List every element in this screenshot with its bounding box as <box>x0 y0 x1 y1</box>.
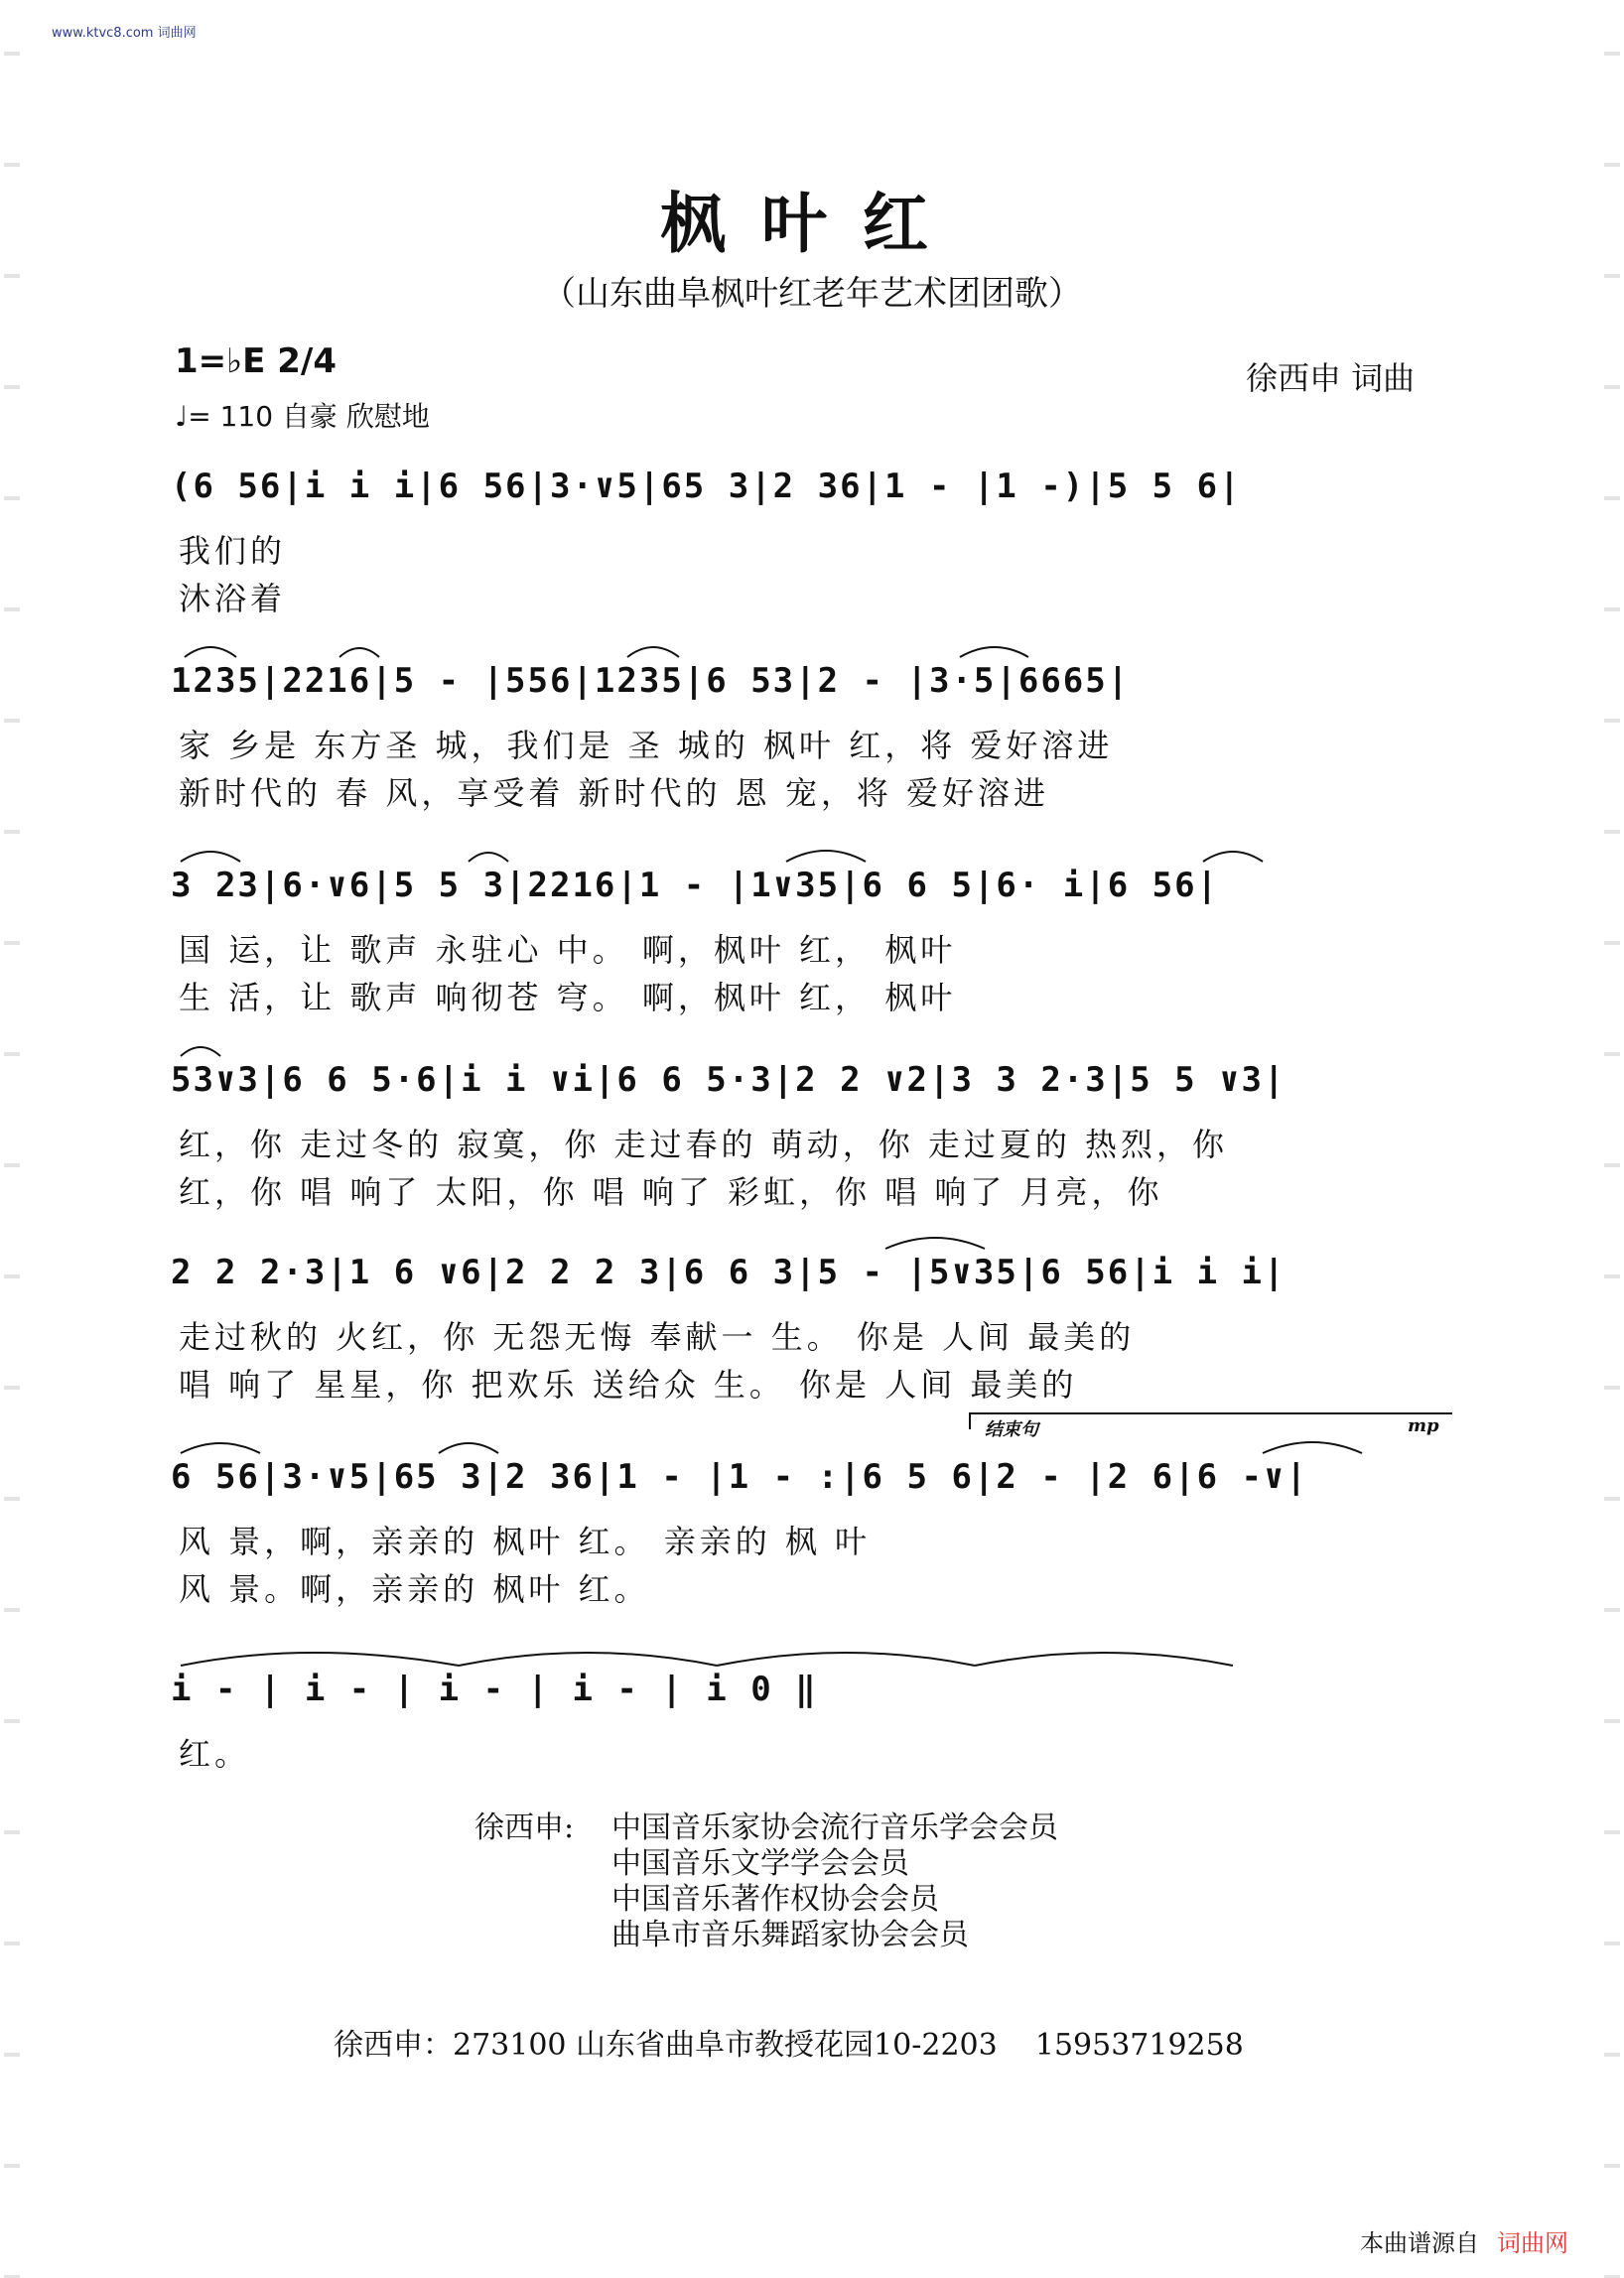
dynamic-marking: mp <box>1408 1415 1439 1436</box>
key-label: 1=♭E <box>175 341 266 381</box>
lyrics-verse-2: 红，你 唱 响了 太阳，你 唱 响了 彩虹，你 唱 响了 月亮，你 <box>179 1173 1163 1211</box>
tempo-marking: ♩= 110 自豪 欣慰地 <box>175 400 430 433</box>
notation-line: (6 56|i i i|6 56|3·∨5|65 3|2 36|1 - |1 -)|5 5 6| <box>171 467 1242 506</box>
notation-line: 1235|2216|5 - |556|1235|6 53|2 - |3·5|6665| <box>171 661 1131 701</box>
slur-marks <box>171 1223 1461 1253</box>
contact-address: 徐西申：273100 山东省曲阜市教授花园10-2203 15953719258 <box>334 2028 1244 2063</box>
source-label: 本曲谱源自 <box>1360 2229 1479 2257</box>
lyrics-verse-2: 沐浴着 <box>179 580 287 617</box>
lyrics-verse-2: 唱 响了 星星，你 把欢乐 送给众 生。 你是 人间 最美的 <box>179 1366 1078 1404</box>
notation-line: 2 2 2·3|1 6 ∨6|2 2 2 3|6 6 3|5 - |5∨35|6 56|i i i| <box>171 1253 1286 1292</box>
membership-line: 中国音乐家协会流行音乐学会会员 <box>611 1810 1058 1845</box>
notation-line: 53∨3|6 6 5·6|i i ∨i|6 6 5·3|2 2 ∨2|3 3 2·3|5 5 ∨3| <box>171 1060 1286 1100</box>
author-name: 徐西申: <box>474 1810 575 1845</box>
notation-line: i - | i - | i - | i - | i 0 ‖ <box>171 1670 818 1709</box>
notation-line: 6 56|3·∨5|65 3|2 36|1 - |1 - :|6 5 6|2 - |2 6|6 -∨| <box>171 1457 1308 1497</box>
membership-line: 中国音乐文学学会会员 <box>611 1846 909 1881</box>
lyrics-verse-2: 风 景。啊，亲亲的 枫叶 红。 <box>179 1570 650 1608</box>
composer-credit: 徐西申 词曲 <box>1246 359 1416 397</box>
right-watermark-strip <box>1604 0 1620 2278</box>
lyrics-verse-1: 家 乡是 东方圣 城，我们是 圣 城的 枫叶 红，将 爱好溶进 <box>179 727 1114 764</box>
song-title: 枫叶红 <box>660 185 964 262</box>
lyrics-verse-1: 风 景，啊，亲亲的 枫叶 红。 亲亲的 枫 叶 <box>179 1523 872 1560</box>
source-site-link[interactable]: 词曲网 <box>1497 2229 1568 2257</box>
membership-line: 曲阜市音乐舞蹈家协会会员 <box>611 1918 969 1952</box>
slur-marks <box>171 1427 1461 1457</box>
lyrics-verse-1: 国 运，让 歌声 永驻心 中。 啊，枫叶 红， 枫叶 <box>179 931 957 969</box>
notation-line: 3 23|6·∨6|5 5 3|2216|1 - |1∨35|6 6 5|6· i|6 56| <box>171 866 1220 905</box>
slur-marks <box>171 1030 1461 1060</box>
lyrics-verse-2: 生 活，让 歌声 响彻苍 穹。 啊，枫叶 红， 枫叶 <box>179 979 957 1016</box>
site-url[interactable]: www.ktvc8.com 词曲网 <box>52 26 197 41</box>
slur-marks <box>171 836 1461 866</box>
slur-marks <box>171 1640 1461 1670</box>
lyrics-verse-1: 红。 <box>179 1735 251 1773</box>
lyrics-verse-1: 走过秋的 火红，你 无怨无悔 奉献一 生。 你是 人间 最美的 <box>179 1318 1136 1356</box>
key-signature <box>175 341 337 381</box>
left-watermark-strip <box>4 0 20 2278</box>
song-subtitle: （山东曲阜枫叶红老年艺术团团歌） <box>542 274 1082 314</box>
time-signature: 2/4 <box>277 341 337 381</box>
lyrics-verse-1: 我们的 <box>179 532 287 570</box>
coda-label: 结束句 <box>985 1419 1038 1440</box>
lyrics-verse-2: 新时代的 春 风，享受着 新时代的 恩 宠，将 爱好溶进 <box>179 774 1050 812</box>
slur-marks <box>171 631 1461 661</box>
lyrics-verse-1: 红，你 走过冬的 寂寞，你 走过春的 萌动，你 走过夏的 热烈，你 <box>179 1126 1229 1163</box>
membership-line: 中国音乐著作权协会会员 <box>611 1882 939 1917</box>
